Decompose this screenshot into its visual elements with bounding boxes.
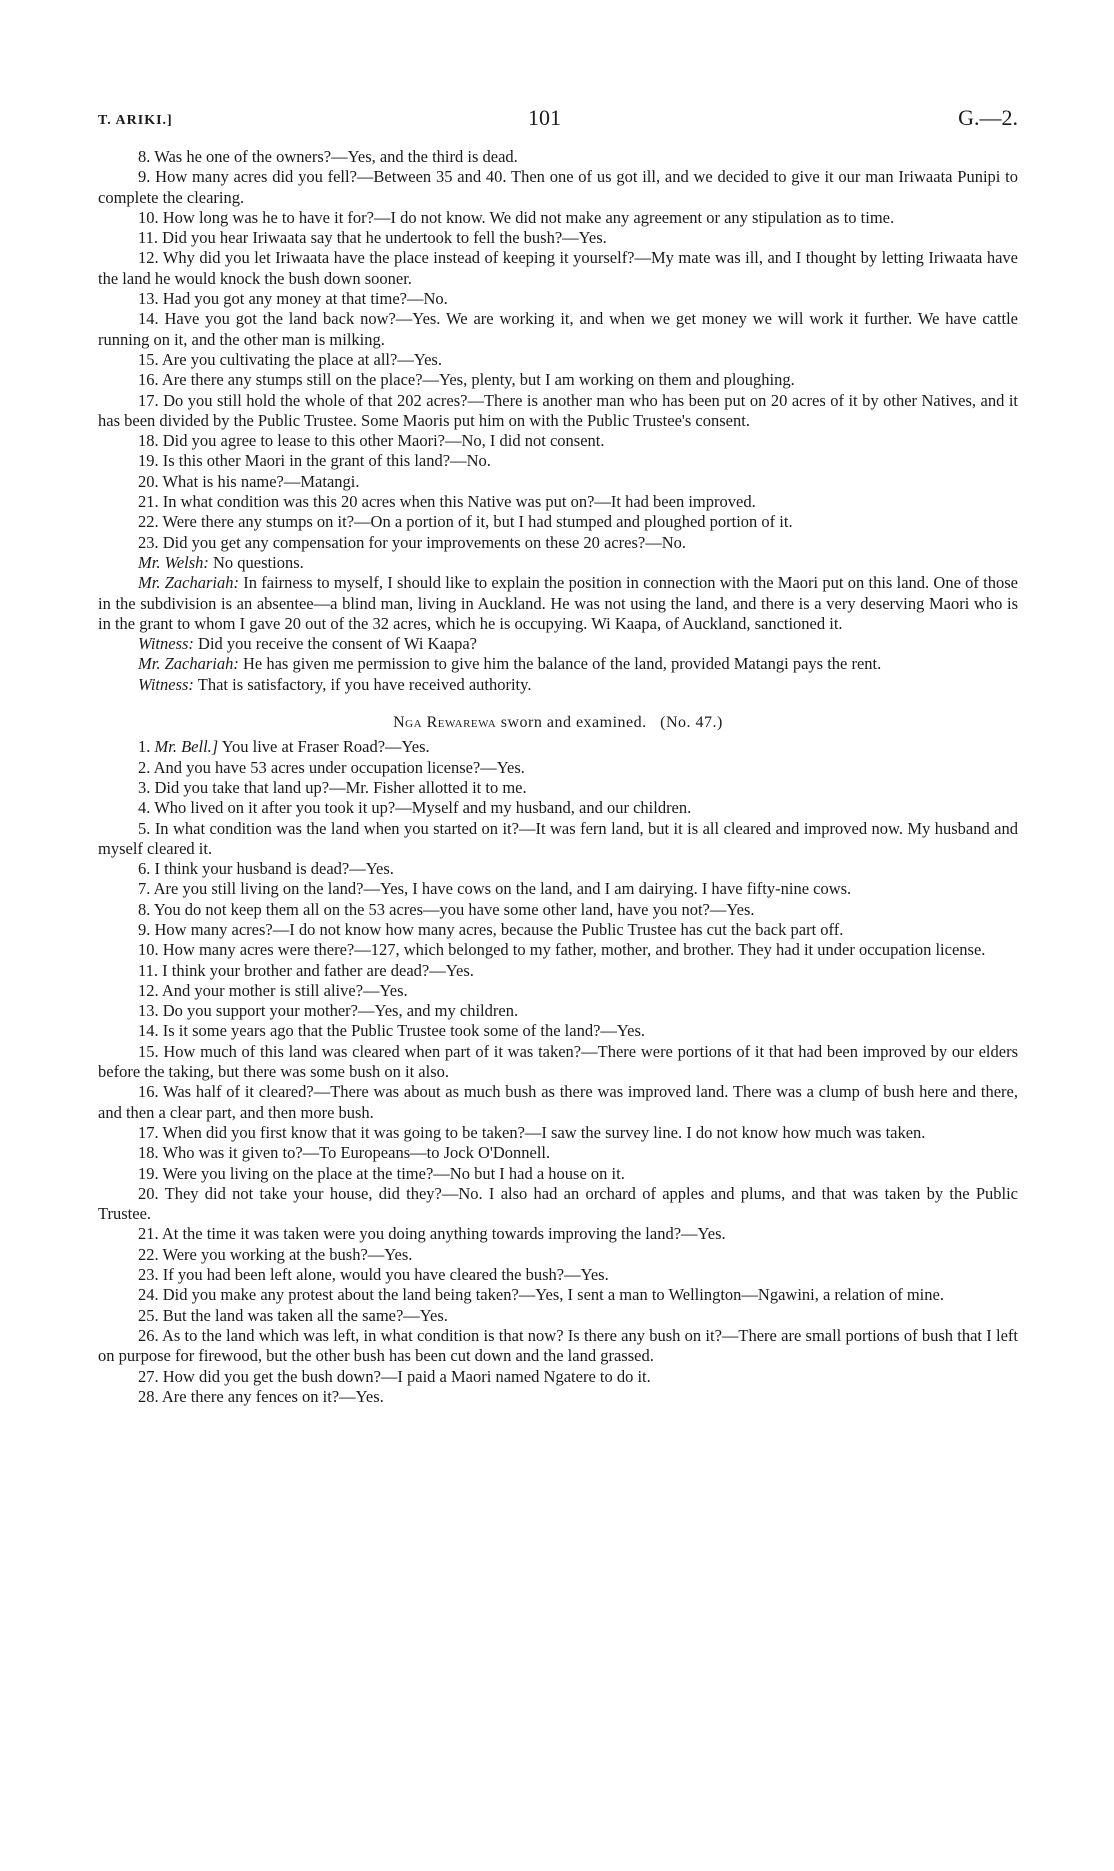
examination-part-1 bbox=[98, 147, 1018, 553]
question-text: Did you take that land up?—Mr. Fisher allotted it to me. bbox=[154, 777, 527, 797]
question-number: 10. bbox=[138, 940, 159, 960]
dialogue-text: That is satisfactory, if you have received authority. bbox=[197, 674, 532, 694]
question-paragraph bbox=[98, 1001, 1018, 1021]
question-text: Are you still living on the land?—Yes, I have cows on the land, and I am dairying. I have fifty-nine cows. bbox=[153, 879, 852, 899]
question-paragraph bbox=[98, 533, 1018, 553]
question-number: 6. bbox=[138, 859, 151, 879]
question-text: Was half of it cleared?—There was about as much bush as there was improved land. There was a clump of bush here and there, and then a clear part, and then more bush. bbox=[98, 1082, 1019, 1122]
speaker-label: Mr. Zachariah: bbox=[138, 573, 239, 593]
question-number: 17. bbox=[138, 390, 159, 410]
question-number: 9. bbox=[138, 919, 151, 939]
question-text: Were you working at the bush?—Yes. bbox=[162, 1244, 413, 1264]
question-paragraph bbox=[98, 920, 1018, 940]
question-text: How long was he to have it for?—I do not know. We did not make any agreement or any stipulation as to time. bbox=[162, 207, 895, 227]
question-number: 1. bbox=[138, 737, 151, 757]
dialogue-text: He has given me permission to give him the balance of the land, provided Matangi pays the rent. bbox=[242, 654, 882, 674]
question-number: 12. bbox=[138, 980, 159, 1000]
question-paragraph bbox=[98, 431, 1018, 451]
question-number: 5. bbox=[138, 818, 151, 838]
question-number: 17. bbox=[138, 1122, 159, 1142]
question-text: But the land was taken all the same?—Yes. bbox=[162, 1305, 448, 1325]
question-text: Had you got any money at that time?—No. bbox=[162, 289, 448, 309]
speaker-label: Mr. Welsh: bbox=[138, 552, 209, 572]
question-number: 25. bbox=[138, 1305, 159, 1325]
question-number: 21. bbox=[138, 492, 159, 512]
question-text: In what condition was this 20 acres when this Native was put on?—It had been improved. bbox=[162, 492, 756, 512]
question-paragraph bbox=[98, 1306, 1018, 1326]
question-number: 8. bbox=[138, 147, 151, 166]
question-paragraph bbox=[98, 472, 1018, 492]
question-number: 20. bbox=[138, 471, 159, 491]
question-text: In what condition was the land when you started on it?—It was fern land, but it is all cleared and improved now. My husband and myself cleared it. bbox=[98, 818, 1019, 858]
question-paragraph bbox=[98, 798, 1018, 818]
question-number: 21. bbox=[138, 1224, 159, 1244]
question-paragraph bbox=[98, 492, 1018, 512]
question-text: Did you get any compensation for your improvements on these 20 acres?—No. bbox=[162, 532, 687, 552]
witness-name: Nga Rewarewa bbox=[393, 714, 497, 732]
page-header bbox=[98, 105, 1018, 145]
question-number: 14. bbox=[138, 1021, 159, 1041]
question-paragraph bbox=[98, 1367, 1018, 1387]
examination-part-2 bbox=[98, 758, 1018, 1408]
question-paragraph bbox=[98, 228, 1018, 248]
question-text: Do you support your mother?—Yes, and my children. bbox=[162, 1001, 519, 1021]
dialogue-paragraph bbox=[98, 634, 1018, 654]
question-text: Is it some years ago that the Public Trustee took some of the land?—Yes. bbox=[162, 1021, 646, 1041]
question-paragraph bbox=[98, 1082, 1018, 1123]
question-number: 23. bbox=[138, 532, 159, 552]
question-paragraph bbox=[98, 819, 1018, 860]
question-paragraph bbox=[98, 1143, 1018, 1163]
question-number: 2. bbox=[138, 757, 151, 777]
speaker-label: Mr. Zachariah: bbox=[138, 654, 239, 674]
question-number: 16. bbox=[138, 1082, 159, 1102]
question-paragraph bbox=[98, 147, 1018, 167]
question-text: Is this other Maori in the grant of this land?—No. bbox=[162, 451, 491, 471]
question-paragraph bbox=[98, 1285, 1018, 1305]
question-paragraph bbox=[98, 778, 1018, 798]
question-number: 13. bbox=[138, 1001, 159, 1021]
question-paragraph bbox=[98, 940, 1018, 960]
question-number: 11. bbox=[138, 228, 159, 248]
witness-number: (No. 47.) bbox=[660, 714, 723, 732]
question-number: 28. bbox=[138, 1386, 159, 1406]
document-reference: G.—2. bbox=[958, 105, 1018, 130]
question-paragraph bbox=[98, 758, 1018, 778]
question-text: At the time it was taken were you doing anything towards improving the land?—Yes. bbox=[161, 1224, 726, 1244]
document-page bbox=[98, 105, 1018, 1407]
question-text: As to the land which was left, in what condition is that now? Is there any bush on it?—There are small portions of bush that I left on purpose for firewood, but the other bush has been cut down and the land grassed. bbox=[98, 1325, 1018, 1366]
question-number: 12. bbox=[138, 248, 159, 268]
question-number: 26. bbox=[138, 1325, 159, 1345]
question-text: How many acres?—I do not know how many acres, because the Public Trustee has cut the back part off. bbox=[154, 919, 844, 939]
question-paragraph bbox=[98, 1021, 1018, 1041]
question-paragraph bbox=[98, 1326, 1018, 1367]
question-number: 10. bbox=[138, 207, 159, 227]
speaker-label: Witness: bbox=[138, 674, 194, 694]
dialogue-text: In fairness to myself, I should like to explain the position in connection with the Maori put on this land. One of those in the subdivision is an absentee—a blind man, living in Auckland. He was not using the land, and there is a very deserving Maori who is in the grant to whom I gave 20 out of the 32 acres, which he is occupying. Wi Kaapa, of Auckland, sanctioned it. bbox=[98, 573, 1018, 633]
question-text: Did you hear Iriwaata say that he undertook to fell the bush?—Yes. bbox=[162, 228, 607, 248]
section-heading bbox=[98, 713, 1018, 733]
question-paragraph bbox=[98, 1123, 1018, 1143]
dialogue-paragraph bbox=[98, 654, 1018, 674]
question-text: Are there any fences on it?—Yes. bbox=[161, 1386, 384, 1406]
question-paragraph bbox=[98, 900, 1018, 920]
question-number: 9. bbox=[138, 167, 151, 187]
speaker-label: Mr. Bell.] bbox=[154, 737, 219, 757]
question-text: You live at Fraser Road?—Yes. bbox=[221, 737, 430, 757]
question-text: And your mother is still alive?—Yes. bbox=[161, 980, 408, 1000]
dialogue-paragraph bbox=[98, 553, 1018, 573]
question-number: 16. bbox=[138, 370, 159, 390]
question-text: They did not take your house, did they?—No. I also had an orchard of apples and plums, and that was taken by the Public Trustee. bbox=[98, 1183, 1019, 1224]
question-text: How many acres were there?—127, which belonged to my father, mother, and brother. They had it under occupation license. bbox=[162, 940, 986, 960]
header-witness-name: T. ARIKI.] bbox=[98, 113, 173, 128]
question-number: 20. bbox=[138, 1183, 159, 1203]
question-text: You do not keep them all on the 53 acres—you have some other land, have you not?—Yes. bbox=[153, 899, 755, 919]
question-paragraph bbox=[98, 1224, 1018, 1244]
question-text: Why did you let Iriwaata have the place instead of keeping it yourself?—My mate was ill, and I thought by letting Iriwaata have the land he would knock the bush down sooner. bbox=[98, 248, 1018, 288]
question-paragraph bbox=[98, 1042, 1018, 1083]
question-paragraph bbox=[98, 512, 1018, 532]
question-paragraph bbox=[98, 737, 1018, 757]
dialogue-text: No questions. bbox=[213, 552, 304, 572]
question-number: 14. bbox=[138, 309, 159, 329]
question-text: Are there any stumps still on the place?—Yes, plenty, but I am working on them and ploughing. bbox=[161, 370, 795, 390]
question-paragraph bbox=[98, 859, 1018, 879]
question-number: 15. bbox=[138, 1041, 159, 1061]
question-paragraph bbox=[98, 350, 1018, 370]
question-paragraph bbox=[98, 167, 1018, 208]
question-text: How did you get the bush down?—I paid a Maori named Ngatere to do it. bbox=[162, 1366, 651, 1386]
question-text: How much of this land was cleared when part of it was taken?—There were portions of it that had been improved by our elders before the taking, but there was some bush on it also. bbox=[98, 1041, 1019, 1082]
document-body bbox=[98, 147, 1018, 1407]
question-number: 23. bbox=[138, 1265, 159, 1285]
question-text: I think your brother and father are dead?—Yes. bbox=[162, 960, 474, 980]
question-number: 24. bbox=[138, 1285, 159, 1305]
question-text: Who lived on it after you took it up?—Myself and my husband, and our children. bbox=[154, 798, 692, 818]
question-number: 11. bbox=[138, 960, 159, 980]
question-paragraph bbox=[98, 1265, 1018, 1285]
question-paragraph bbox=[98, 1245, 1018, 1265]
question-paragraph bbox=[98, 248, 1018, 289]
question-text: And you have 53 acres under occupation license?—Yes. bbox=[153, 757, 525, 777]
question-number: 15. bbox=[138, 349, 159, 369]
question-text: Did you make any protest about the land being taken?—Yes, I sent a man to Wellington—Ngawini, a relation of mine. bbox=[162, 1285, 944, 1305]
dialogue-paragraph bbox=[98, 573, 1018, 634]
question-text: How many acres did you fell?—Between 35 and 40. Then one of us got ill, and we decided to give it our man Iriwaata Punipi to complete the clearing. bbox=[98, 167, 1018, 207]
question-text: Was he one of the owners?—Yes, and the third is dead. bbox=[154, 147, 518, 166]
question-paragraph bbox=[98, 981, 1018, 1001]
question-paragraph bbox=[98, 1184, 1018, 1225]
question-text: When did you first know that it was going to be taken?—I saw the survey line. I do not know how much was taken. bbox=[162, 1122, 926, 1142]
question-number: 7. bbox=[138, 879, 151, 899]
question-text: Are you cultivating the place at all?—Yes. bbox=[161, 349, 442, 369]
question-number: 19. bbox=[138, 1163, 159, 1183]
question-number: 8. bbox=[138, 899, 151, 919]
dialogue-text: Did you receive the consent of Wi Kaapa? bbox=[198, 634, 478, 654]
question-number: 3. bbox=[138, 777, 151, 797]
question-text: Do you still hold the whole of that 202 acres?—There is another man who has been put on 20 acres of it by other Natives, and it has been divided by the Public Trustee. Some Maoris put him on with the Public Trustee's consent. bbox=[98, 390, 1018, 430]
question-paragraph bbox=[98, 961, 1018, 981]
question-text: Were you living on the place at the time?—No but I had a house on it. bbox=[162, 1163, 625, 1183]
question-text: If you had been left alone, would you have cleared the bush?—Yes. bbox=[162, 1265, 609, 1285]
question-number: 18. bbox=[138, 431, 159, 451]
question-paragraph bbox=[98, 309, 1018, 350]
page-number: 101 bbox=[528, 105, 561, 130]
question-paragraph bbox=[98, 289, 1018, 309]
question-number: 22. bbox=[138, 1244, 159, 1264]
question-paragraph bbox=[98, 391, 1018, 432]
question-paragraph bbox=[98, 208, 1018, 228]
sworn-text: sworn and examined. bbox=[500, 714, 647, 732]
dialogue-paragraph bbox=[98, 675, 1018, 695]
question-text: What is his name?—Matangi. bbox=[162, 471, 360, 491]
question-number: 22. bbox=[138, 512, 159, 532]
question-text: Did you agree to lease to this other Maori?—No, I did not consent. bbox=[162, 431, 605, 451]
question-paragraph bbox=[98, 370, 1018, 390]
counsel-dialogue bbox=[98, 553, 1018, 695]
question-number: 4. bbox=[138, 798, 151, 818]
question-paragraph bbox=[98, 451, 1018, 471]
question-number: 27. bbox=[138, 1366, 159, 1386]
question-number: 13. bbox=[138, 289, 159, 309]
speaker-label: Witness: bbox=[138, 634, 194, 654]
question-paragraph bbox=[98, 1387, 1018, 1407]
question-number: 19. bbox=[138, 451, 159, 471]
question-text: Have you got the land back now?—Yes. We are working it, and when we get money we will work it further. We have cattle running on it, and the other man is milking. bbox=[98, 309, 1018, 349]
question-text: Were there any stumps on it?—On a portion of it, but I had stumped and ploughed portion of it. bbox=[162, 512, 793, 532]
question-text: Who was it given to?—To Europeans—to Jock O'Donnell. bbox=[162, 1143, 551, 1163]
question-paragraph bbox=[98, 879, 1018, 899]
question-text: I think your husband is dead?—Yes. bbox=[154, 859, 394, 879]
question-paragraph bbox=[98, 1164, 1018, 1184]
question-number: 18. bbox=[138, 1143, 159, 1163]
